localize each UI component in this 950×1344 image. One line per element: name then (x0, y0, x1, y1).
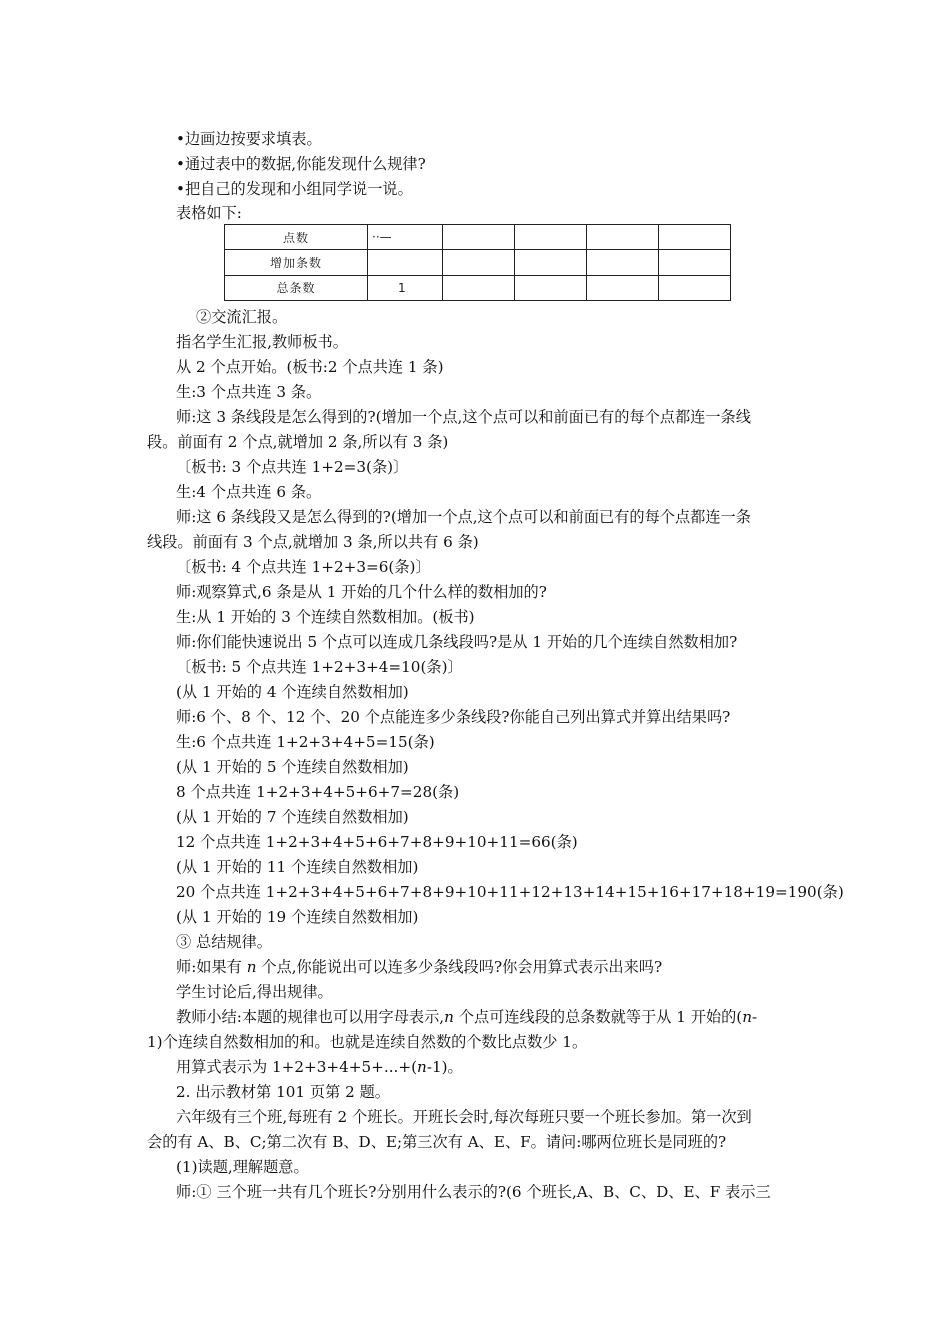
board-note: 〔板书: 4 个点共连 1+2+3=6(条)〕 (176, 558, 431, 576)
table-cell (443, 250, 515, 275)
text-line: 师:① 三个班一共有几个班长?分别用什么表示的?(6 个班长,A、B、C、D、E、F 表示三 (176, 1183, 771, 1201)
table-row (225, 250, 731, 275)
bullet-line-2: •通过表中的数据,你能发现什么规律? (176, 155, 426, 173)
bullet-line-3: •把自己的发现和小组同学说一说。 (176, 180, 413, 198)
text-line: 师:观察算式,6 条是从 1 开始的几个什么样的数相加的? (176, 583, 547, 601)
text-span: 教师小结:本题的规律也可以用字母表示, (176, 1008, 445, 1026)
text-line (176, 957, 662, 977)
text-line: 会的有 A、B、C;第二次有 B、D、E;第三次有 A、E、F。请问:哪两位班长是同班的? (147, 1133, 727, 1151)
variable-n: n (417, 1058, 427, 1076)
text-line: 20 个点共连 1+2+3+4+5+6+7+8+9+10+11+12+13+14+15+16+17+18+19=190(条) (176, 883, 844, 901)
table-cell (515, 250, 587, 275)
table-cell (587, 225, 659, 250)
text-line (176, 1007, 757, 1027)
table-cell: 1 (368, 275, 443, 300)
board-note: 〔板书: 3 个点共连 1+2=3(条)〕 (176, 458, 409, 476)
table-cell (368, 250, 443, 275)
variable-n: n (246, 958, 257, 976)
text-line: 1)个连续自然数相加的和。也就是连续自然数的个数比点数少 1。 (147, 1033, 588, 1051)
table-cell (587, 250, 659, 275)
table-row (225, 275, 731, 300)
table-header-points: 点数 (225, 225, 368, 250)
section-problem-2: 2. 出示教材第 101 页第 2 题。 (176, 1083, 390, 1101)
text-line: 生:从 1 开始的 3 个连续自然数相加。(板书) (176, 608, 475, 626)
text-span: 个点可连线段的总条数就等于从 1 开始的( (453, 1008, 743, 1026)
table-cell (443, 275, 515, 300)
text-line: 师:这 3 条线段是怎么得到的?(增加一个点,这个点可以和前面已有的每个点都连一条线 (176, 408, 751, 426)
text-line: 生:3 个点共连 3 条。 (176, 383, 322, 401)
text-line: (从 1 开始的 4 个连续自然数相加) (176, 683, 409, 701)
text-line: (从 1 开始的 5 个连续自然数相加) (176, 758, 409, 776)
text-span: 个点,你能说出可以连多少条线段吗?你会用算式表示出来吗? (256, 958, 663, 976)
text-line: (1)读题,理解题意。 (176, 1158, 309, 1176)
table-cell (659, 225, 731, 250)
table-header-added: 增加条数 (225, 250, 368, 275)
text-line: 生:6 个点共连 1+2+3+4+5=15(条) (176, 733, 435, 751)
text-line: 线段。前面有 3 个点,就增加 3 条,所以共有 6 条) (147, 533, 479, 551)
text-line: 8 个点共连 1+2+3+4+5+6+7=28(条) (176, 783, 460, 801)
bullet-line-1: •边画边按要求填表。 (176, 130, 322, 148)
text-span: 用算式表示为 1+2+3+4+5+...+( (176, 1058, 418, 1076)
text-line: (从 1 开始的 7 个连续自然数相加) (176, 808, 409, 826)
text-line: 六年级有三个班,每班有 2 个班长。开班长会时,每次每班只要一个班长参加。第一次到 (176, 1108, 752, 1126)
table-cell (515, 275, 587, 300)
text-line: 生:4 个点共连 6 条。 (176, 483, 322, 501)
text-line: 12 个点共连 1+2+3+4+5+6+7+8+9+10+11=66(条) (176, 833, 578, 851)
text-line: 指名学生汇报,教师板书。 (176, 333, 348, 351)
text-line: 师:你们能快速说出 5 个点可以连成几条线段吗?是从 1 开始的几个连续自然数相加? (176, 633, 738, 651)
section-summary: ③ 总结规律。 (176, 933, 272, 951)
table-intro: 表格如下: (176, 204, 242, 222)
text-line: 从 2 个点开始。(板书:2 个点共连 1 条) (176, 358, 444, 376)
points-table (224, 224, 731, 301)
variable-n: n (444, 1008, 454, 1026)
board-note: 〔板书: 5 个点共连 1+2+3+4=10(条)〕 (176, 658, 463, 676)
text-span: - (752, 1008, 758, 1026)
table-cell (515, 225, 587, 250)
table-row (225, 225, 731, 250)
text-line: (从 1 开始的 11 个连续自然数相加) (176, 858, 419, 876)
table-cell: ··— (368, 225, 443, 250)
text-line: 师:6 个、8 个、12 个、20 个点能连多少条线段?你能自己列出算式并算出结果吗? (176, 708, 731, 726)
table-cell (443, 225, 515, 250)
text-span: -1)。 (426, 1058, 463, 1076)
text-line: 段。前面有 2 个点,就增加 2 条,所以有 3 条) (147, 433, 449, 451)
text-line: (从 1 开始的 19 个连续自然数相加) (176, 908, 419, 926)
variable-n: n (742, 1008, 752, 1026)
text-line (176, 1057, 463, 1077)
table-cell (659, 275, 731, 300)
section-exchange: ②交流汇报。 (196, 308, 288, 326)
table-cell (587, 275, 659, 300)
table-header-total: 总条数 (225, 275, 368, 300)
table-cell (659, 250, 731, 275)
text-line: 学生讨论后,得出规律。 (176, 983, 333, 1001)
text-span: 师:如果有 (176, 958, 247, 976)
text-line: 师:这 6 条线段又是怎么得到的?(增加一个点,这个点可以和前面已有的每个点都连一条 (176, 508, 751, 526)
